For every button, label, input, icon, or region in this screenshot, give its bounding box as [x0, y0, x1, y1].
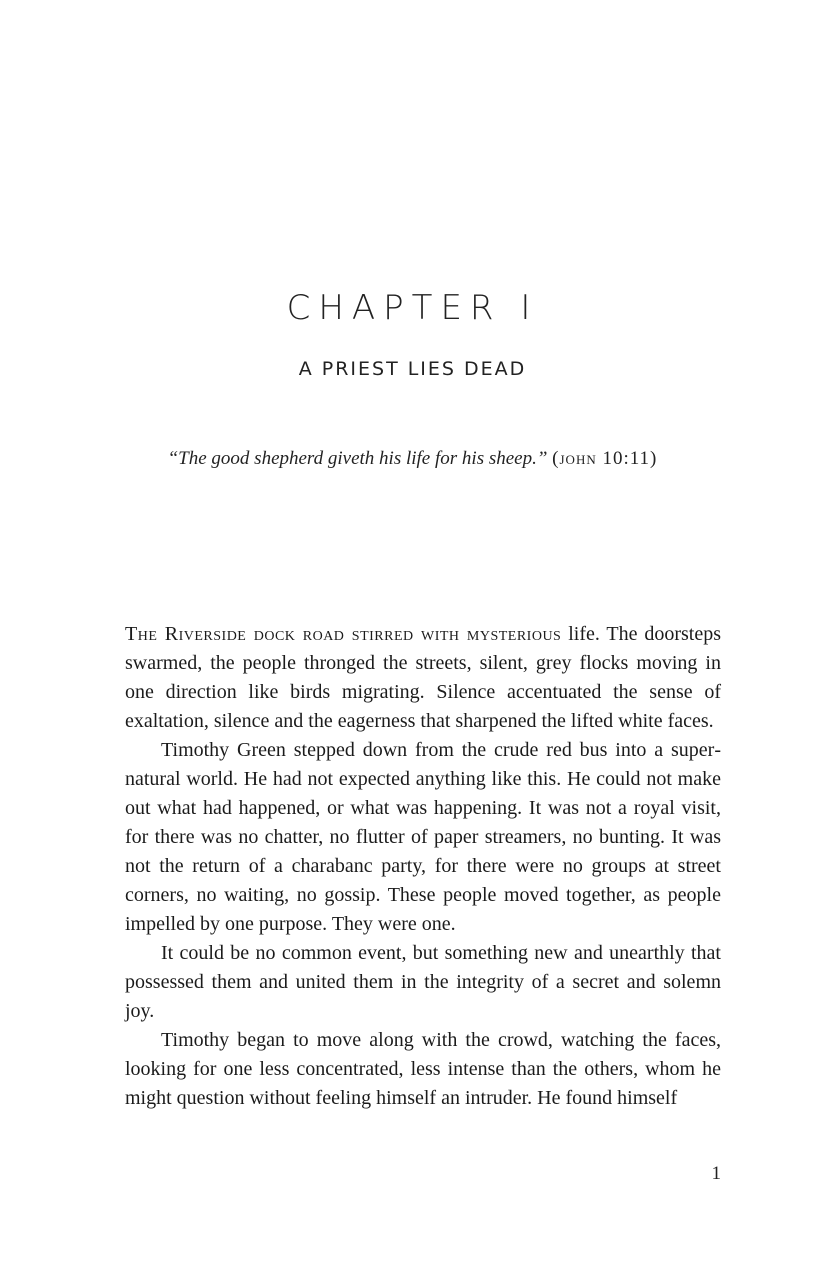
chapter-title: CHAPTER I — [286, 288, 539, 328]
chapter-subtitle: A PRIEST LIES DEAD — [298, 358, 527, 380]
page-number: 1 — [711, 1163, 721, 1184]
epigraph-quote: “The good shepherd giveth his life for his sheep.” — [167, 448, 548, 469]
paragraph-1 — [125, 620, 721, 736]
chapter-body — [125, 620, 721, 1113]
paragraph-3: It could be no common event, but something new and unearthly that possessed them and united them in the integrity of a secret and solemn joy. — [125, 942, 721, 1022]
epigraph — [0, 448, 825, 470]
opening-phrase: The Riverside dock road stirred with mysterious — [125, 623, 562, 645]
paragraph-4: Timothy began to move along with the crowd, watching the faces, looking for one less concentrated, less intense than the others, whom he might question without feeling himself an intruder. He found himself — [125, 1029, 721, 1109]
paragraph-1-text: life. The doorsteps swarmed, the people thronged the streets, silent, grey flocks moving in one direction like birds migrating. Silence accentuated the sense of exaltation, silence and the eagerness that sharpened the lifted white faces. — [125, 623, 721, 732]
epigraph-reference: (john 10:11) — [552, 448, 658, 469]
paragraph-2: Timothy Green stepped down from the crude red bus into a supernatural world. He had not expected anything like this. He could not make out what had happened, or what was happening. It was not a royal visit, for there was no chatter, no flutter of paper streamers, no bunting. It was not the return of a charabanc party, for there were no groups at street corners, no waiting, no gossip. These people moved together, as people impelled by one purpose. They were one. — [125, 739, 721, 935]
